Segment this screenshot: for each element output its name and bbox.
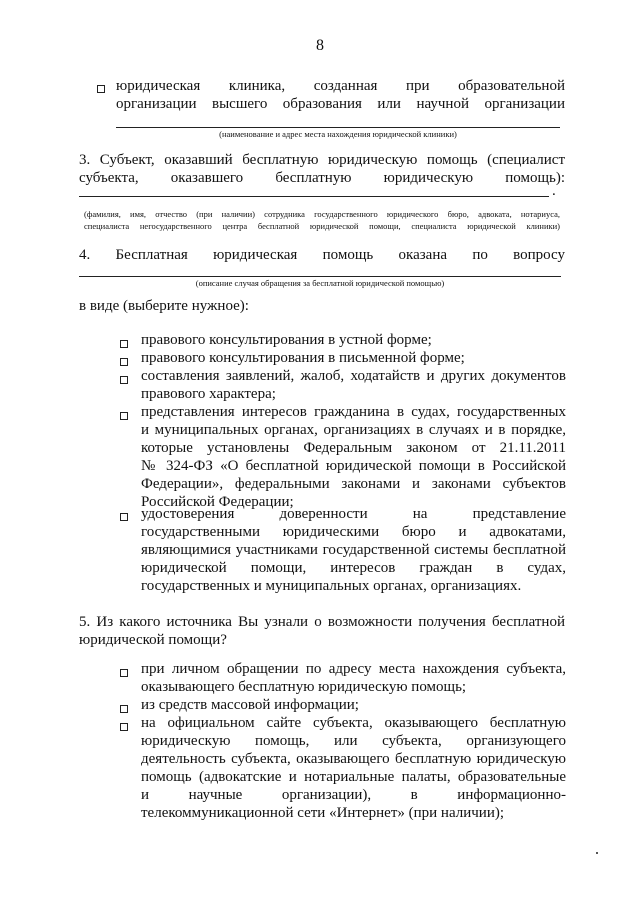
form-option-1: правового консультирования в устной форме;	[141, 332, 432, 348]
clinic-caption: (наименование и адрес места нахождения юридической клиники)	[219, 129, 457, 139]
form-option-3-line-2: правового характера;	[141, 386, 276, 402]
form-option-2: правового консультирования в письменной форме;	[141, 350, 465, 366]
form-option-5-line-4: юридической помощи, интересов граждан в судах,	[141, 560, 566, 576]
source-option-2: из средств массовой информации;	[141, 697, 359, 713]
form-option-4-line-6: Российской Федерации;	[141, 494, 294, 510]
source-option-1-line-1: при личном обращении по адресу места нахождения субъекта,	[141, 661, 566, 677]
section3-caption-1: (фамилия, имя, отчество (при наличии) сотрудника государственного юридического бюро, адвоката, нотариуса,	[84, 209, 560, 219]
source-option-3-line-6: телекоммуникационной сети «Интернет» (при наличии);	[141, 805, 505, 821]
form-prompt: в виде (выберите нужное):	[79, 298, 249, 314]
form-option-4-line-1: представления интересов гражданина в судах, государственных	[141, 404, 566, 420]
form-option-4-line-3: которые установлены Федеральным законом от 21.11.2011	[141, 440, 566, 456]
checkbox-documents[interactable]	[120, 376, 128, 384]
section3-line-2: субъекта, оказавшего бесплатную юридическую помощь):	[79, 170, 565, 186]
checkbox-written-consultation[interactable]	[120, 358, 128, 366]
section3-input-line[interactable]	[79, 196, 549, 197]
form-option-5-line-3: являющимися участниками государственной системы бесплатной	[141, 542, 566, 558]
checkbox-power-of-attorney[interactable]	[120, 513, 128, 521]
form-option-5-line-5: государственных и муниципальных органах, организациях.	[141, 578, 522, 594]
section4-input-line[interactable]	[79, 276, 561, 277]
section3-line-1: 3. Субъект, оказавший бесплатную юридическую помощь (специалист	[79, 152, 565, 168]
section5-line-2: юридической помощи?	[79, 632, 227, 648]
section3-caption-2: специалиста негосударственного центра бесплатной юридической помощи, специалиста юридической клиники)	[84, 221, 560, 231]
form-option-5-line-2: государственными юридическими бюро и адвокатами,	[141, 524, 566, 540]
source-option-3-line-4: помощь (адвокатские и нотариальные палаты, образовательные	[141, 769, 566, 785]
section3-period: .	[552, 183, 556, 199]
source-option-3-line-1: на официальном сайте субъекта, оказывающего бесплатную	[141, 715, 566, 731]
checkbox-legal-clinic[interactable]	[97, 85, 105, 93]
section4-line: 4. Бесплатная юридическая помощь оказана по вопросу	[79, 247, 565, 263]
form-option-4-line-5: Федерации», федеральными законами и законами субъектов	[141, 476, 566, 492]
checkbox-representation[interactable]	[120, 412, 128, 420]
form-option-5-line-1: удостоверения доверенности на представление	[141, 506, 566, 522]
source-option-3-line-2: юридическую помощь, или субъекта, организующего	[141, 733, 566, 749]
form-option-4-line-2: и муниципальных органах, организациях в случаях и в порядке,	[141, 422, 566, 438]
source-option-3-line-3: деятельность субъекта, оказывающего бесплатную юридическую	[141, 751, 566, 767]
section5-line-1: 5. Из какого источника Вы узнали о возможности получения бесплатной	[79, 614, 565, 630]
source-option-1-line-2: оказывающего бесплатную юридическую помощь;	[141, 679, 467, 695]
checkbox-personal-visit[interactable]	[120, 669, 128, 677]
scan-speck	[596, 852, 598, 854]
checkbox-mass-media[interactable]	[120, 705, 128, 713]
checkbox-official-website[interactable]	[120, 723, 128, 731]
clinic-line-1: юридическая клиника, созданная при образовательной	[116, 78, 565, 94]
section4-caption: (описание случая обращения за бесплатной юридической помощью)	[195, 278, 445, 288]
clinic-input-line[interactable]	[116, 127, 560, 128]
form-option-4-line-4: № 324-ФЗ «О бесплатной юридической помощи в Российской	[141, 458, 566, 474]
clinic-line-2: организации высшего образования или научной организации	[116, 96, 565, 112]
checkbox-oral-consultation[interactable]	[120, 340, 128, 348]
page-number: 8	[316, 37, 324, 54]
source-option-3-line-5: и научные организации), в информационно-	[141, 787, 566, 803]
form-option-3-line-1: составления заявлений, жалоб, ходатайств и других документов	[141, 368, 566, 384]
